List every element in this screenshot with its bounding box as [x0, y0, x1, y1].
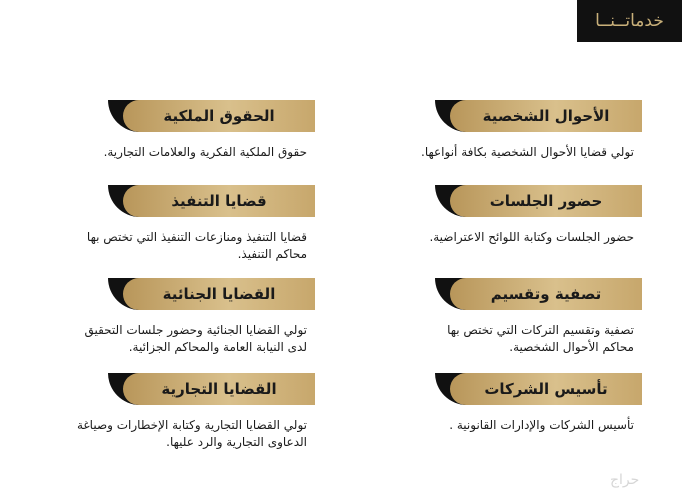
watermark-logo [610, 472, 639, 488]
service-description: قضايا التنفيذ ومنازعات التنفيذ التي تختص بها محاكم التنفيذ. [86, 230, 307, 261]
service-title-pill [108, 100, 315, 132]
service-title-pill [108, 278, 315, 310]
service-title-pill [108, 185, 315, 217]
service-title: تأسيس الشركات [450, 373, 642, 405]
service-title: القضايا الجنائية [123, 278, 315, 310]
service-description: تولي القضايا الجنائية وحضور جلسات التحقيق لدى النيابة العامة والمحاكم الجزائية. [84, 323, 307, 354]
service-card-commercial [76, 373, 315, 451]
service-title: قضايا التنفيذ [123, 185, 315, 217]
service-card-enforcement [86, 185, 315, 263]
service-card-criminal [84, 278, 315, 356]
service-title-pill [435, 278, 642, 310]
service-title-pill [435, 373, 642, 405]
service-card-company-formation [422, 373, 642, 434]
service-description: تولي القضايا التجارية وكتابة الإخطارات وصياغة الدعاوى التجارية والرد عليها. [76, 418, 307, 449]
service-card-personal-status [422, 100, 642, 161]
page-title-text: خدماتــنــا [595, 11, 664, 31]
service-title: القضايا التجارية [123, 373, 315, 405]
service-card-sessions [422, 185, 642, 246]
service-title-pill [108, 373, 315, 405]
service-description: حضور الجلسات وكتابة اللوائح الاعتراضية. [429, 230, 634, 244]
service-title: تصفية وتقسيم [450, 278, 642, 310]
service-title: الحقوق الملكية [123, 100, 315, 132]
service-card-property-rights [95, 100, 315, 161]
service-description: تأسيس الشركات والإدارات القانونية . [449, 418, 634, 432]
service-title-pill [435, 185, 642, 217]
service-title: حضور الجلسات [450, 185, 642, 217]
service-card-liquidation [422, 278, 642, 356]
service-title-pill [435, 100, 642, 132]
page-title [577, 0, 682, 42]
service-title: الأحوال الشخصية [450, 100, 642, 132]
service-description: تولي قضايا الأحوال الشخصية بكافة أنواعها. [421, 145, 634, 159]
service-description: تصفية وتقسيم التركات التي تختص بها محاكم الأحوال الشخصية. [447, 323, 634, 354]
watermark-text: حراج [610, 472, 640, 488]
service-description: حقوق الملكية الفكرية والعلامات التجارية. [103, 145, 307, 159]
